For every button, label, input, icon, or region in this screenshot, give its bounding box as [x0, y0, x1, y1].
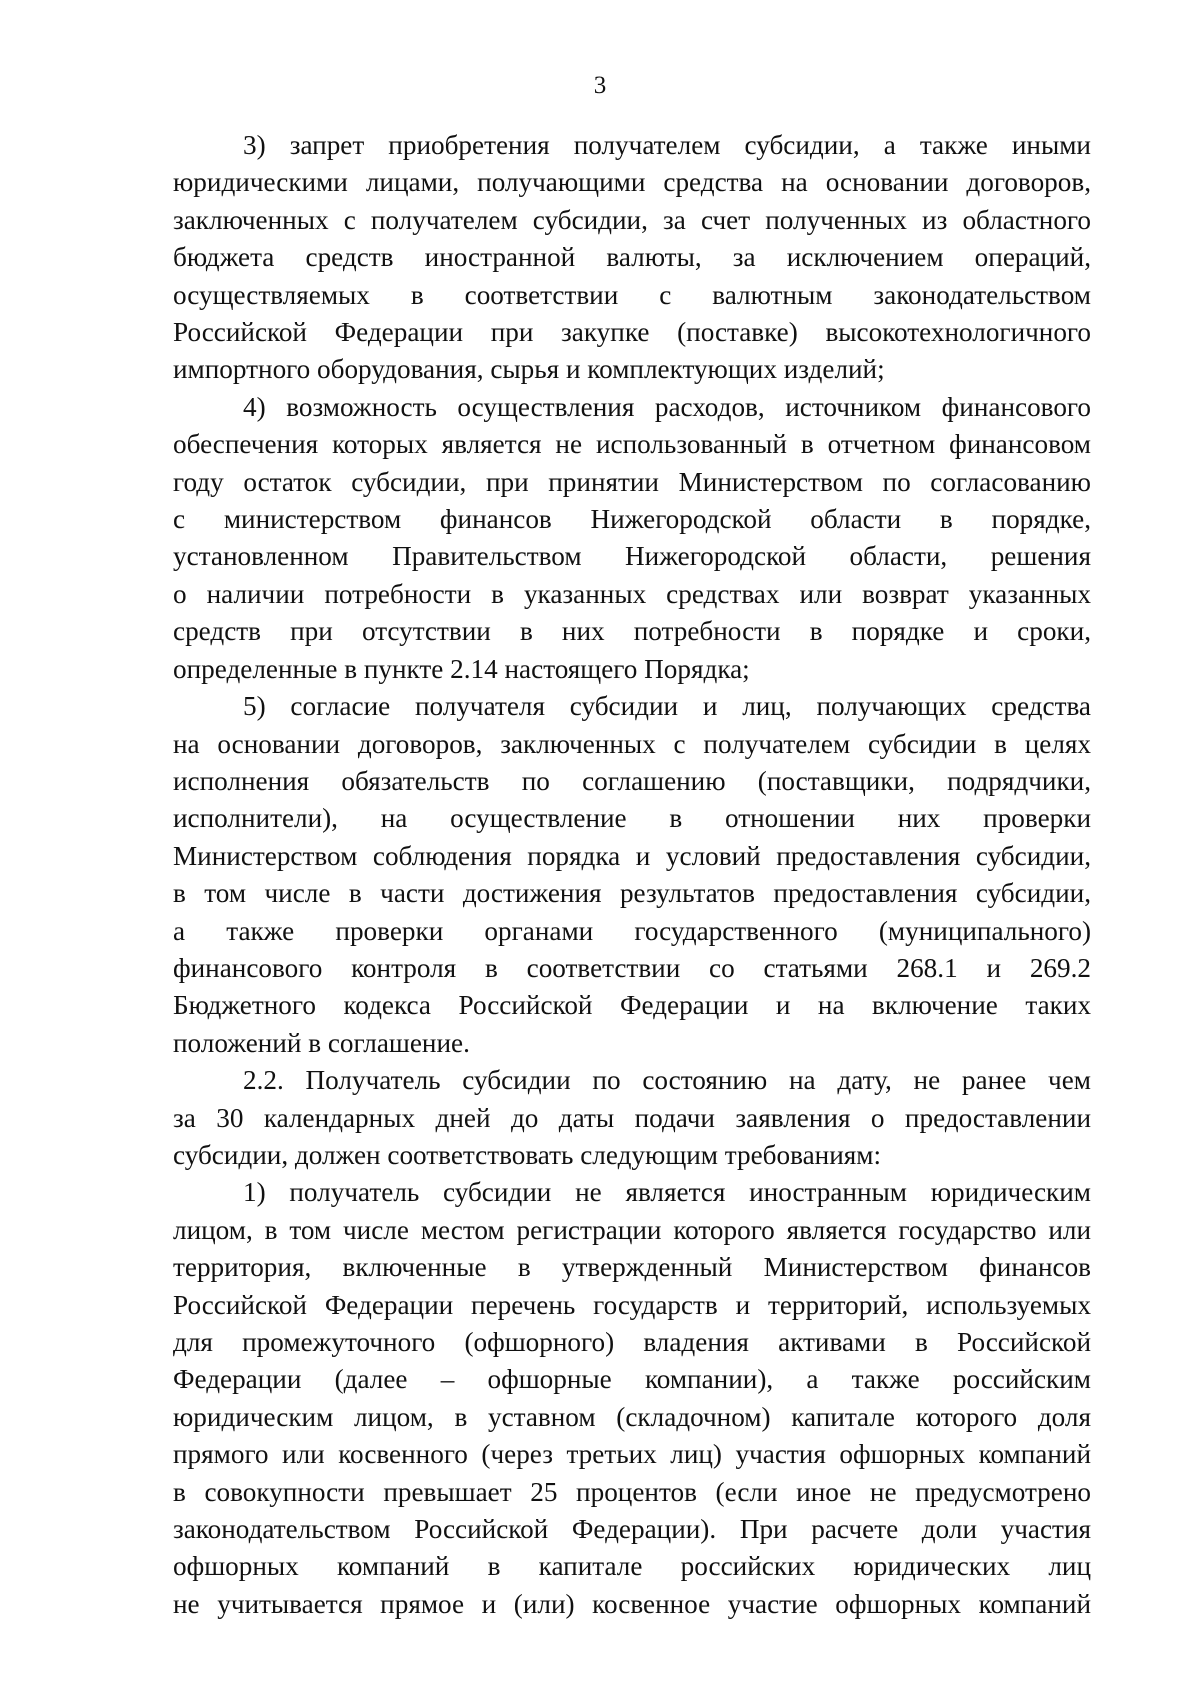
- text-line: а также проверки органами государственного (муниципального): [173, 915, 1091, 946]
- text-line: юридическим лицом, в уставном (складочном) капитале которого доля: [173, 1401, 1091, 1432]
- text-line: средств при отсутствии в них потребности в порядке и сроки,: [173, 616, 1091, 647]
- text-line: определенные в пункте 2.14 настоящего Порядка;: [173, 653, 750, 684]
- paragraph: [173, 389, 1091, 688]
- text-line: исполнения обязательств по соглашению (поставщики, подрядчики,: [173, 765, 1091, 796]
- text-line: 2.2. Получатель субсидии по состоянию на дату, не ранее чем: [243, 1065, 1091, 1096]
- text-line: установленном Правительством Нижегородской области, решения: [173, 541, 1091, 572]
- text-line: 4) возможность осуществления расходов, источником финансового: [243, 391, 1091, 422]
- text-line: бюджета средств иностранной валюты, за исключением операций,: [173, 242, 1091, 273]
- text-line: обеспечения которых является не использованный в отчетном финансовом: [173, 429, 1091, 460]
- text-line: территория, включенные в утвержденный Министерством финансов: [173, 1252, 1091, 1283]
- text-line: не учитывается прямое и (или) косвенное участие офшорных компаний: [173, 1588, 1091, 1619]
- text-line: исполнители), на осуществление в отношении них проверки: [173, 803, 1091, 834]
- text-line: заключенных с получателем субсидии, за счет полученных из областного: [173, 204, 1091, 235]
- text-line: для промежуточного (офшорного) владения активами в Российской: [173, 1327, 1091, 1357]
- text-line: 1) получатель субсидии не является иностранным юридическим: [243, 1177, 1091, 1208]
- paragraph: [173, 1062, 1091, 1174]
- text-line: положений в соглашение.: [173, 1027, 470, 1058]
- paragraph: [173, 1174, 1091, 1623]
- text-line: на основании договоров, заключенных с получателем субсидии в целях: [173, 728, 1091, 759]
- text-line: импортного оборудования, сырья и комплектующих изделий;: [173, 354, 885, 385]
- text-line: юридическими лицами, получающими средства на основании договоров,: [173, 167, 1091, 198]
- text-line: финансового контроля в соответствии со статьями 268.1 и 269.2: [173, 952, 1091, 983]
- text-line: офшорных компаний в капитале российских юридических лиц: [173, 1551, 1091, 1582]
- text-line: Федерации (далее – офшорные компании), а также российским: [173, 1364, 1091, 1395]
- text-line: субсидии, должен соответствовать следующим требованиям:: [173, 1139, 882, 1170]
- text-line: о наличии потребности в указанных средствах или возврат указанных: [173, 578, 1091, 609]
- document-body: [173, 127, 1091, 1623]
- text-line: осуществляемых в соответствии с валютным законодательством: [173, 279, 1091, 310]
- paragraph: [173, 688, 1091, 1062]
- text-line: за 30 календарных дней до даты подачи заявления о предоставлении: [173, 1102, 1091, 1133]
- paragraph: [173, 127, 1091, 389]
- text-line: в том числе в части достижения результатов предоставления субсидии,: [173, 878, 1091, 909]
- text-line: Бюджетного кодекса Российской Федерации и на включение таких: [173, 990, 1091, 1021]
- text-line: прямого или косвенного (через третьих лиц) участия офшорных компаний: [173, 1439, 1091, 1470]
- text-line: в совокупности превышает 25 процентов (если иное не предусмотрено: [173, 1476, 1091, 1507]
- text-line: 5) согласие получателя субсидии и лиц, получающих средства: [243, 691, 1091, 722]
- text-line: лицом, в том числе местом регистрации которого является государство или: [173, 1214, 1091, 1245]
- page-number: 3: [593, 72, 607, 99]
- text-line: с министерством финансов Нижегородской области в порядке,: [173, 504, 1091, 535]
- text-line: Российской Федерации перечень государств и территорий, используемых: [173, 1289, 1091, 1320]
- text-line: законодательством Российской Федерации). При расчете доли участия: [173, 1514, 1091, 1545]
- text-line: 3) запрет приобретения получателем субсидии, а также иными: [243, 130, 1091, 160]
- text-line: Министерством соблюдения порядка и условий предоставления субсидии,: [173, 840, 1091, 871]
- text-line: Российской Федерации при закупке (поставке) высокотехнологичного: [173, 317, 1091, 348]
- text-line: году остаток субсидии, при принятии Министерством по согласованию: [173, 466, 1091, 497]
